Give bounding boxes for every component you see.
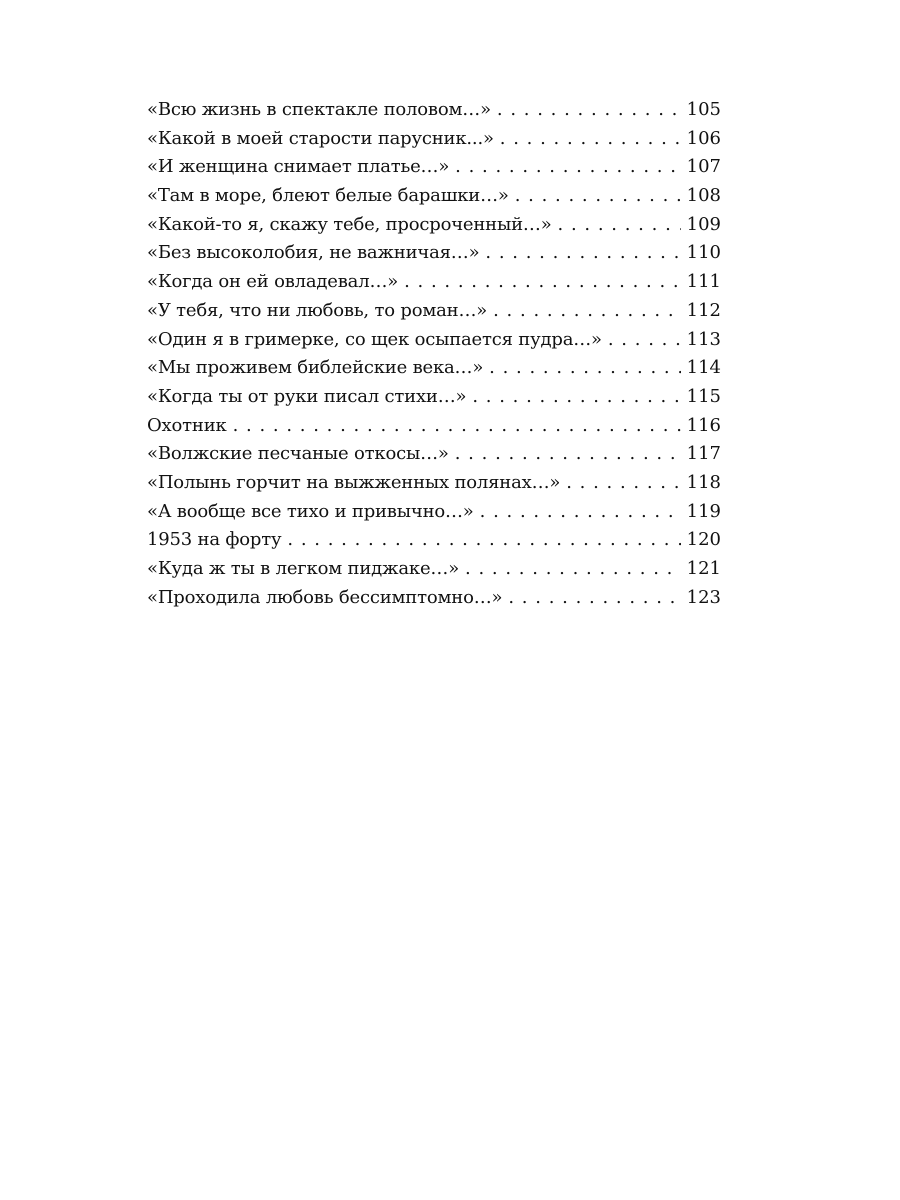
toc-entry — [147, 96, 721, 125]
toc-dot-leader — [558, 211, 681, 240]
toc-dot-leader — [287, 526, 680, 555]
toc-entry-title: «Какой-то я, скажу тебе, просроченный…» — [147, 213, 552, 235]
toc-entry-title: «Когда ты от руки писал стихи…» — [147, 385, 467, 407]
table-of-contents — [147, 96, 721, 612]
toc-entry — [147, 297, 721, 326]
toc-entry-page: 108 — [686, 185, 721, 207]
toc-entry-title: «Куда ж ты в легком пиджаке…» — [147, 558, 460, 579]
toc-entry-title: «Проходила любовь бессимптомно…» — [147, 586, 503, 608]
toc-entry-title: «Какой в моей старости парусник...» — [147, 127, 494, 149]
toc-entry-page: 118 — [686, 471, 721, 493]
toc-entry-title: «У тебя, что ни любовь, то роман…» — [147, 299, 488, 321]
toc-entry-page: 117 — [686, 443, 721, 465]
toc-entry-title: «Всю жизнь в спектакле половом…» — [147, 99, 491, 120]
toc-entry-page: 109 — [686, 213, 721, 235]
toc-entry-title: «Один я в гримерке, со щек осыпается пудра…» — [147, 328, 602, 350]
toc-entry — [147, 211, 721, 240]
toc-entry — [147, 182, 721, 211]
toc-entry-page: 110 — [686, 242, 721, 264]
toc-dot-leader — [480, 498, 681, 527]
toc-entry-title: «Мы проживем библейские века…» — [147, 357, 484, 379]
toc-entry-title: «Без высоколобия, не важничая…» — [147, 242, 480, 264]
toc-entry — [147, 326, 721, 355]
toc-entry — [147, 498, 721, 527]
toc-entry-page: 121 — [686, 558, 721, 579]
toc-dot-leader — [455, 153, 680, 182]
toc-entry — [147, 383, 721, 412]
toc-entry-title: «Когда он ей овладевал…» — [147, 271, 399, 293]
toc-entry-title: 1953 на форту — [147, 529, 282, 551]
toc-entry-page: 119 — [686, 500, 721, 522]
toc-dot-leader — [566, 469, 680, 498]
toc-dot-leader — [465, 555, 681, 584]
toc-dot-leader — [489, 354, 680, 383]
toc-dot-leader — [608, 326, 681, 355]
toc-entry-page: 106 — [686, 127, 721, 149]
toc-entry-title: «Полынь горчит на выжженных полянах…» — [147, 471, 561, 493]
toc-entry — [147, 440, 721, 469]
toc-dot-leader — [508, 584, 680, 613]
toc-entry-page: 116 — [686, 414, 721, 436]
toc-entry — [147, 153, 721, 182]
toc-entry-page: 112 — [686, 299, 721, 321]
toc-entry-page: 105 — [686, 99, 721, 120]
toc-dot-leader — [497, 96, 681, 125]
toc-dot-leader — [404, 268, 681, 297]
toc-dot-leader — [515, 182, 681, 211]
toc-entry-title: Охотник — [147, 414, 227, 436]
toc-entry — [147, 354, 721, 383]
toc-entry-page: 114 — [686, 357, 721, 379]
toc-entry — [147, 268, 721, 297]
toc-entry-page: 123 — [686, 586, 721, 608]
toc-entry — [147, 584, 721, 613]
toc-entry-title: «Там в море, блеют белые барашки…» — [147, 185, 509, 207]
toc-entry — [147, 555, 721, 584]
toc-entry — [147, 125, 721, 154]
toc-entry — [147, 239, 721, 268]
toc-entry-page: 111 — [686, 271, 721, 293]
toc-entry — [147, 526, 721, 555]
toc-entry-page: 107 — [686, 156, 721, 178]
toc-entry — [147, 412, 721, 441]
toc-dot-leader — [472, 383, 680, 412]
toc-entry-title: «Волжские песчаные откосы…» — [147, 443, 449, 465]
toc-entry-page: 113 — [686, 328, 721, 350]
toc-entry-title: «И женщина снимает платье…» — [147, 156, 450, 178]
toc-entry — [147, 469, 721, 498]
toc-entry-page: 120 — [686, 529, 721, 551]
toc-dot-leader — [493, 297, 681, 326]
toc-dot-leader — [500, 125, 681, 154]
toc-dot-leader — [233, 412, 681, 441]
toc-entry-title: «А вообще все тихо и привычно…» — [147, 500, 474, 522]
toc-dot-leader — [485, 239, 680, 268]
toc-entry-page: 115 — [686, 385, 721, 407]
toc-dot-leader — [455, 440, 681, 469]
